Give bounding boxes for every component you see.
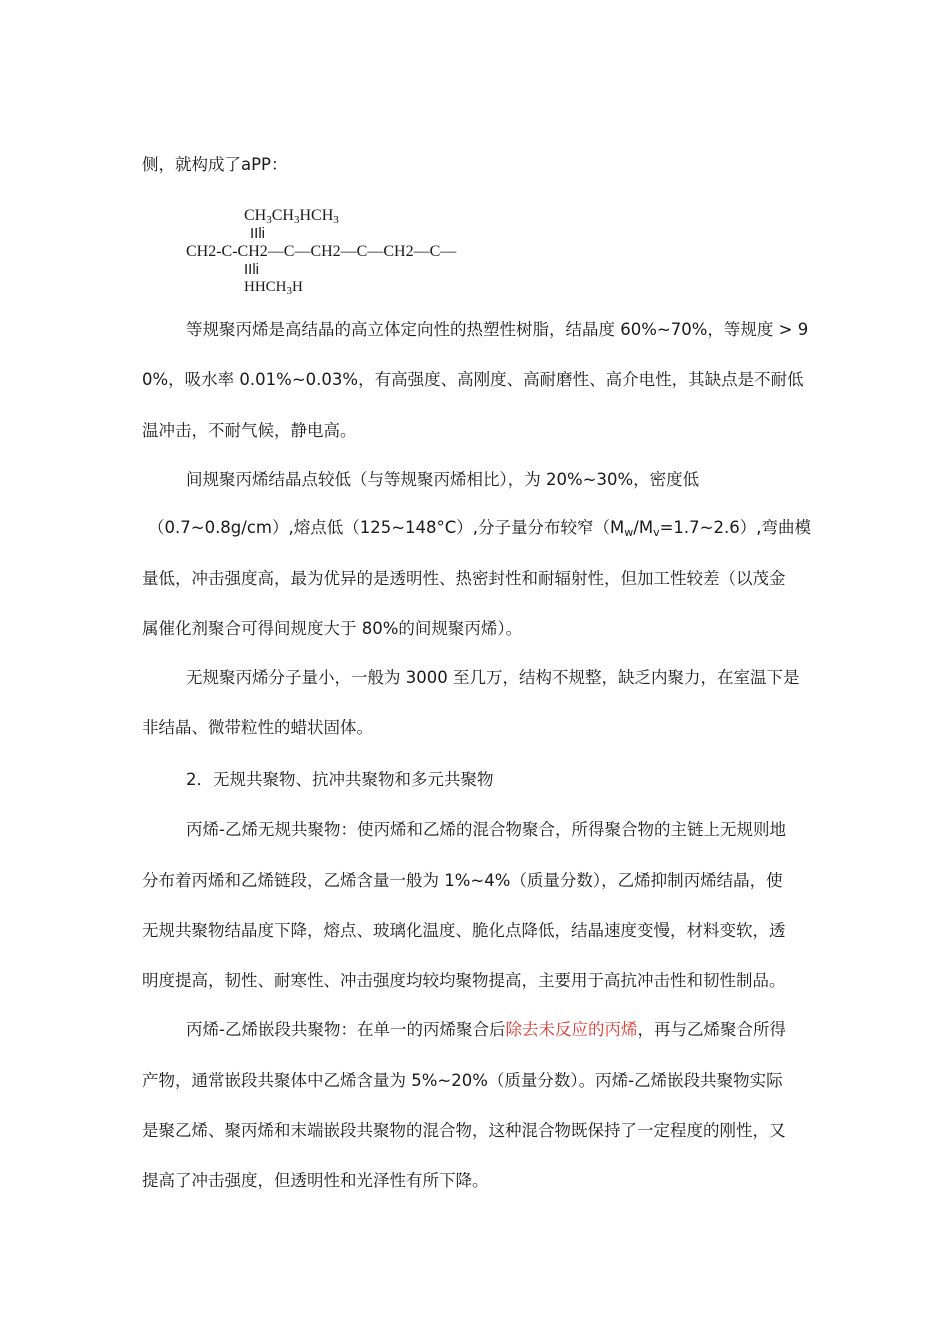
paragraph-line: 属催化剂聚合可得间规度大于 80%的间规聚丙烯）。 (142, 619, 523, 638)
paragraph-line: （0.7~0.8g/cm）,熔点低（125~148°C）,分子量分布较窄$(M_w/M_v=1.7\sim 2.6)$,弯曲模 (148, 518, 811, 539)
paragraph-line: 是聚乙烯、聚丙烯和末端嵌段共聚物的混合物，这种混合物既保持了一定程度的刚性，又 (142, 1121, 786, 1140)
paragraph-line: 非结晶、微带粒性的蜡状固体。 (142, 718, 373, 737)
intro-line: 侧，就构成了aPP： (142, 155, 288, 174)
highlighted-text: 除去未反应的丙烯 (505, 1020, 638, 1039)
formula-bonds-lower: IIli (244, 261, 259, 278)
paragraph-line: 无规聚丙烯分子量小，一般为 3000 至几万，结构不规整，缺乏内聚力，在室温下是 (186, 668, 800, 687)
section-heading: 2．无规共聚物、抗冲共聚物和多元共聚物 (186, 770, 494, 789)
paragraph-line: 间规聚丙烯结晶点较低（与等规聚丙烯相比），为 20%~30%，密度低 (186, 470, 700, 489)
formula-bonds-upper: IIli (250, 225, 265, 242)
paragraph-line: 提高了冲击强度，但透明性和光泽性有所下降。 (142, 1171, 489, 1190)
paragraph-line: 等规聚丙烯是高结晶的高立体定向性的热塑性树脂，结晶度 60%~70%，等规度 > 9 (186, 320, 809, 339)
paragraph-line: 0%，吸水率 0.01%~0.03%，有高强度、高刚度、高耐磨性、高介电性，其缺点是不耐低 (142, 370, 804, 389)
paragraph-line: 丙烯-乙烯嵌段共聚物：在单一的丙烯聚合后除去未反应的丙烯，再与乙烯聚合所得 (186, 1020, 786, 1039)
paragraph-line: 产物，通常嵌段共聚体中乙烯含量为 5%~20%（质量分数）。丙烯-乙烯嵌段共聚物实际 (142, 1071, 783, 1090)
paragraph-line: 丙烯-乙烯无规共聚物：使丙烯和乙烯的混合物聚合，所得聚合物的主链上无规则地 (186, 820, 786, 839)
paragraph-line: 无规共聚物结晶度下降，熔点、玻璃化温度、脆化点降低，结晶速度变慢，材料变软，透 (142, 921, 786, 940)
paragraph-line: 温冲击，不耐气候，静电高。 (142, 421, 357, 440)
paragraph-line: 明度提高，韧性、耐寒性、冲击强度均较均聚物提高，主要用于高抗冲击性和韧性制品。 (142, 971, 786, 990)
formula-main-chain: CH2-C-CH2—C—CH2—C—CH2—C— (186, 243, 457, 260)
formula-top-groups: $CH_3CH_3HCH_3$ (244, 207, 339, 226)
paragraph-line: 分布着丙烯和乙烯链段，乙烯含量一般为 1%~4%（质量分数），乙烯抑制丙烯结晶，使 (142, 871, 783, 890)
paragraph-line: 量低，冲击强度高，最为优异的是透明性、热密封性和耐辐射性，但加工性较差（以茂金 (142, 569, 786, 588)
formula-bottom-groups: $HHCH_3H$ (244, 279, 303, 297)
